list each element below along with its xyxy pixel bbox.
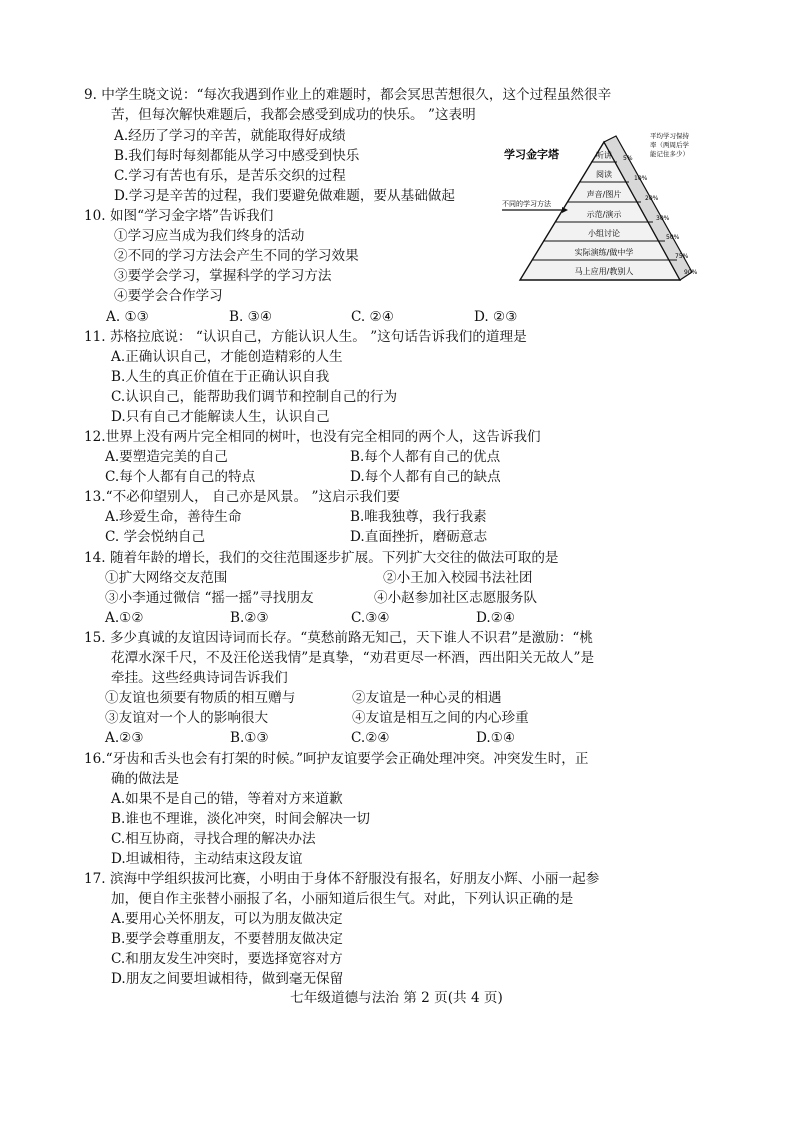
page-footer: 七年级道德与法治 第 2 页(共 4 页) xyxy=(290,990,503,1006)
pyramid-level-4: 示范/演示 xyxy=(586,210,622,219)
q15-statement-1: ①友谊也须要有物质的相互赠与 xyxy=(105,690,296,706)
q10-option-c: C. ②④ xyxy=(351,309,394,325)
q11-option-d: D.只有自己才能解读人生，认识自己 xyxy=(111,409,330,425)
pyramid-percent-2: 10% xyxy=(634,175,648,182)
pyramid-level-7: 马上应用/教别人 xyxy=(574,267,634,276)
pyramid-left-label: 不同的学习方法 xyxy=(502,200,551,208)
q10-option-d: D. ②③ xyxy=(474,309,518,325)
q12-option-a: A.要塑造完美的自己 xyxy=(105,449,228,465)
q12-stem: 12.世界上没有两片完全相同的树叶，也没有完全相同的两个人，这告诉我们 xyxy=(84,429,541,445)
q17-stem-line2: 加，便自作主张替小丽报了名，小丽知道后很生气。对此，下列认识正确的是 xyxy=(111,891,574,907)
pyramid-level-1: 听讲 xyxy=(596,151,612,160)
q14-option-d: D.②④ xyxy=(476,610,516,626)
q15-stem-line3: 牵挂。这些经典诗词告诉我们 xyxy=(111,670,288,686)
q10-option-b: B. ③④ xyxy=(229,309,273,325)
q15-stem-line1: 15. 多少真诚的友谊因诗词而长存。“莫愁前路无知己，天下谁人不识君”是激励：“桃 xyxy=(84,630,593,646)
q10-stem: 10. 如图“学习金字塔”告诉我们 xyxy=(84,208,274,224)
pyramid-level-3: 声音/图片 xyxy=(586,190,622,199)
q15-statement-4: ④友谊是相互之间的内心珍重 xyxy=(352,710,529,726)
pyramid-right-label-1: 平均学习保持 xyxy=(650,132,689,140)
q16-stem-line1: 16.“牙齿和舌头也会有打架的时候。”呵护友谊要学会正确处理冲突。冲突发生时，正 xyxy=(84,751,589,767)
q13-option-b: B.唯我独尊，我行我素 xyxy=(350,509,487,525)
q14-option-b: B.②③ xyxy=(230,610,269,626)
q13-option-d: D.直面挫折，磨砺意志 xyxy=(350,529,488,545)
q9-stem-line1: 9. 中学生晓文说：“每次我遇到作业上的难题时，都会冥思苦想很久，这个过程虽然很辛 xyxy=(84,87,612,103)
q15-statement-2: ②友谊是一种心灵的相遇 xyxy=(352,690,502,706)
q15-stem-line2: 花潭水深千尺，不及汪伦送我情”是真挚，“劝君更尽一杯酒，西出阳关无故人”是 xyxy=(111,650,595,666)
q13-option-a: A.珍爱生命，善待生命 xyxy=(105,509,242,525)
pyramid-level-2: 阅读 xyxy=(596,170,612,179)
q15-option-b: B.①③ xyxy=(230,730,269,746)
q17-option-d: D.朋友之间要坦诚相待，做到毫无保留 xyxy=(111,971,344,987)
q12-option-c: C.每个人都有自己的特点 xyxy=(105,469,256,485)
q13-option-c: C. 学会悦纳自己 xyxy=(105,529,206,545)
pyramid-percent-4: 30% xyxy=(656,215,670,222)
q16-option-a: A.如果不是自己的错，等着对方来道歉 xyxy=(111,791,343,807)
q9-option-c: C.学习有苦也有乐，是苦乐交织的过程 xyxy=(114,168,346,184)
q17-option-c: C.和朋友发生冲突时，要选择宽容对方 xyxy=(111,951,343,967)
q11-option-a: A.正确认识自己，才能创造精彩的人生 xyxy=(111,349,343,365)
q9-stem-line2: 苦，但每次解快难题后，我都会感受到成功的快乐。 ”这表明 xyxy=(111,107,476,123)
q15-option-d: D.①④ xyxy=(476,730,516,746)
q16-stem-line2: 确的做法是 xyxy=(111,771,179,787)
pyramid-right-label-3: 能记住多少） xyxy=(650,150,689,158)
q11-stem: 11. 苏格拉底说： “认识自己，方能认识人生。 ”这句话告诉我们的道理是 xyxy=(84,329,527,345)
q14-statement-3: ③小李通过微信 “摇一摇”寻找朋友 xyxy=(105,590,314,606)
q11-option-b: B.人生的真正价值在于正确认识自我 xyxy=(111,369,330,385)
learning-pyramid-figure xyxy=(498,128,712,290)
pyramid-percent-7: 90% xyxy=(684,269,698,276)
q10-statement-1: ①学习应当成为我们终身的活动 xyxy=(114,228,305,244)
pyramid-level-6: 实际演练/做中学 xyxy=(574,248,634,257)
q9-option-a: A.经历了学习的辛苦，就能取得好成绩 xyxy=(114,128,346,144)
q15-statement-3: ③友谊对一个人的影响很大 xyxy=(105,710,269,726)
q17-option-a: A.要用心关怀朋友，可以为朋友做决定 xyxy=(111,911,343,927)
q14-option-a: A.①② xyxy=(105,610,144,626)
q14-statement-1: ①扩大网络交友范围 xyxy=(105,570,228,586)
q17-option-b: B.要学会尊重朋友，不要替朋友做决定 xyxy=(111,931,343,947)
q16-option-c: C.相互协商，寻找合理的解决办法 xyxy=(111,831,316,847)
q14-statement-4: ④小赵参加社区志愿服务队 xyxy=(374,590,538,606)
q15-option-c: C.②④ xyxy=(351,730,390,746)
q13-stem: 13.“不必仰望别人， 自己亦是风景。 ”这启示我们要 xyxy=(84,489,401,505)
q11-option-c: C.认识自己，能帮助我们调节和控制自己的行为 xyxy=(111,389,398,405)
q12-option-d: D.每个人都有自己的缺点 xyxy=(350,469,501,485)
q16-option-b: B.谁也不理谁，淡化冲突，时间会解决一切 xyxy=(111,811,370,827)
q10-statement-4: ④要学会合作学习 xyxy=(114,288,223,304)
learning-pyramid-svg xyxy=(498,128,712,290)
pyramid-percent-5: 50% xyxy=(666,234,680,241)
q10-statement-3: ③要学会学习，掌握科学的学习方法 xyxy=(114,268,332,284)
pyramid-percent-1: 5% xyxy=(623,155,633,162)
q17-stem-line1: 17. 滨海中学组织拔河比赛，小明由于身体不舒服没有报名，好朋友小辉、小丽一起参 xyxy=(84,871,600,887)
q14-stem: 14. 随着年龄的增长，我们的交往范围逐步扩展。下列扩大交往的做法可取的是 xyxy=(84,550,559,566)
q12-option-b: B.每个人都有自己的优点 xyxy=(350,449,501,465)
pyramid-level-5: 小组讨论 xyxy=(588,229,620,238)
q15-option-a: A.②③ xyxy=(105,730,144,746)
pyramid-percent-6: 75% xyxy=(675,253,689,260)
q16-option-d: D.坦诚相待，主动结束这段友谊 xyxy=(111,851,303,867)
pyramid-title: 学习金字塔 xyxy=(504,148,559,161)
q9-option-d: D.学习是辛苦的过程，我们要避免做难题，要从基础做起 xyxy=(114,188,455,204)
pyramid-right-label-2: 率（两周后学 xyxy=(650,141,689,149)
q9-option-b: B.我们每时每刻都能从学习中感受到快乐 xyxy=(114,148,360,164)
q14-option-c: C.③④ xyxy=(351,610,390,626)
q10-option-a: A. ①③ xyxy=(106,309,149,325)
q10-statement-2: ②不同的学习方法会产生不同的学习效果 xyxy=(114,248,359,264)
q14-statement-2: ②小王加入校园书法社团 xyxy=(383,570,533,586)
pyramid-percent-3: 20% xyxy=(645,195,659,202)
